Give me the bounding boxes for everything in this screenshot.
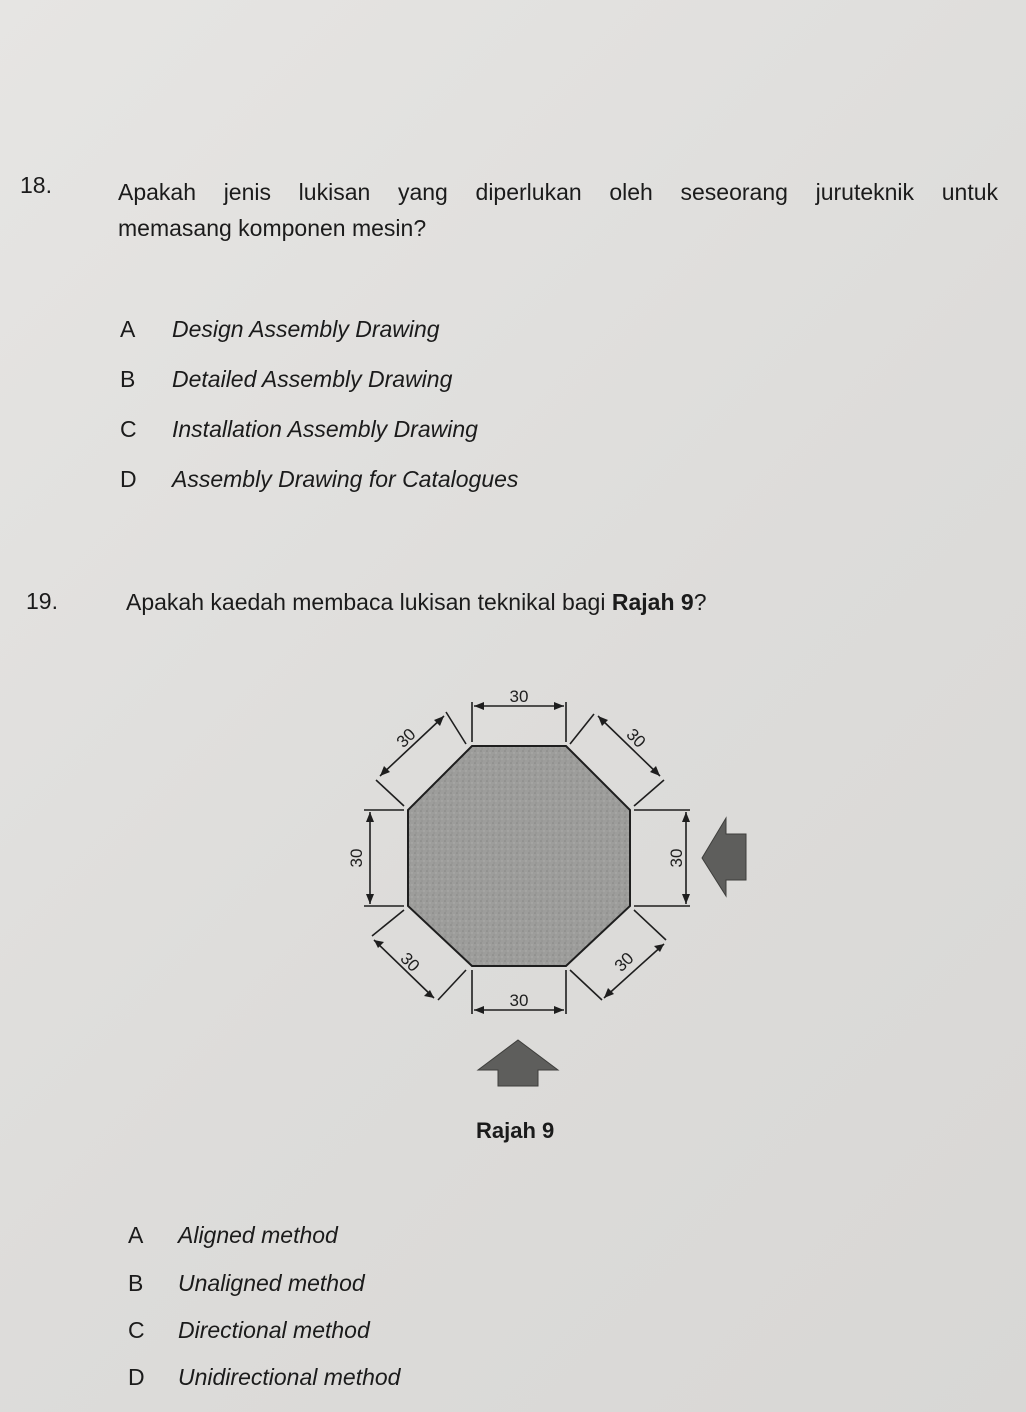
option-letter: C [120, 416, 137, 442]
option-letter: A [120, 316, 136, 342]
octagon-shape [408, 746, 630, 966]
option-text: Installation Assembly Drawing [172, 416, 478, 442]
option-text: Design Assembly Drawing [172, 316, 440, 342]
option-letter: A [128, 1222, 144, 1248]
option-text: Directional method [178, 1317, 370, 1343]
option-letter: D [120, 466, 137, 492]
option-letter: B [128, 1270, 144, 1296]
q19-number: 19. [26, 588, 58, 614]
option-text: Unaligned method [178, 1270, 365, 1296]
dim-top-left-label: 30 [392, 724, 420, 752]
dim-bottom-label: 30 [509, 991, 529, 1010]
q18-number: 18. [20, 172, 52, 198]
dim-top-right-label: 30 [622, 724, 650, 752]
option-text: Detailed Assembly Drawing [172, 366, 453, 392]
figure-caption: Rajah 9 [476, 1118, 555, 1143]
left-pointing-arrow-icon [702, 818, 746, 896]
option-letter: C [128, 1317, 145, 1343]
dim-top-label: 30 [509, 687, 529, 706]
q19-option-d[interactable] [128, 1364, 400, 1391]
q18-question-line1: Apakah jenis lukisan yang diperlukan oleh seseorang juruteknik untuk [118, 179, 998, 205]
dim-left-label: 30 [347, 848, 366, 868]
q18-question-line2: memasang komponen mesin? [118, 215, 427, 241]
option-text: Assembly Drawing for Catalogues [172, 466, 519, 492]
option-text: Unidirectional method [178, 1364, 401, 1390]
q19-question-suffix: ? [693, 589, 707, 615]
q19-option-b[interactable] [128, 1270, 365, 1297]
dim-bottom-right-label: 30 [610, 948, 638, 976]
dim-right-label: 30 [667, 848, 686, 868]
up-pointing-arrow-icon [478, 1040, 558, 1086]
option-letter: B [120, 366, 136, 392]
option-text: Aligned method [178, 1222, 338, 1248]
q19-option-c[interactable] [128, 1317, 370, 1344]
dim-bottom-left-label: 30 [396, 948, 424, 976]
option-letter: D [128, 1364, 145, 1390]
q19-question-figure-ref: Rajah 9 [611, 589, 694, 615]
q19-option-a[interactable] [128, 1222, 338, 1249]
q19-question-prefix: Apakah kaedah membaca lukisan teknikal bagi [126, 589, 612, 615]
